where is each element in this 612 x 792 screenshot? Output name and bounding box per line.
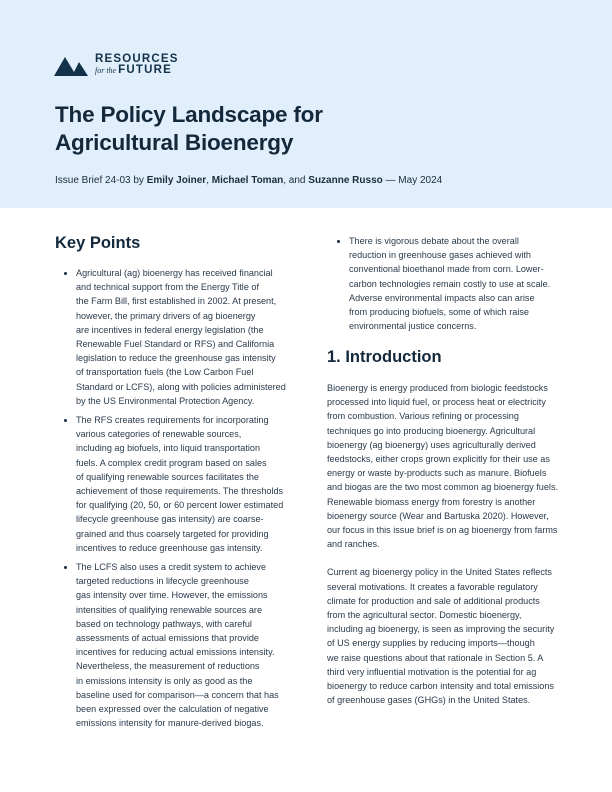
logo-line1: RESOURCES bbox=[95, 53, 179, 65]
text-line: bioenergy source (Wear and Bartuska 2020). However, bbox=[327, 510, 549, 521]
text-line: the Farm Bill, first established in 2002. At present, bbox=[76, 296, 277, 307]
key-points-list-continued bbox=[337, 234, 587, 338]
text-line: baseline used for comparison—a concern that has bbox=[76, 689, 279, 700]
mountain-logo-icon bbox=[54, 54, 88, 76]
sep: , and bbox=[283, 175, 309, 186]
text-line: There is vigorous debate about the overall bbox=[349, 236, 519, 246]
text-line: we raise questions about that rationale in Section 5. A bbox=[327, 652, 544, 663]
text-line: of qualifying renewable sources facilitates the bbox=[76, 471, 259, 482]
text-line: bioenergy to reduce carbon intensity and total emissions bbox=[327, 681, 554, 692]
key-points-heading: Key Points bbox=[55, 234, 141, 252]
text-line: of US energy supplies by reducing imports—though bbox=[327, 638, 535, 649]
key-point-item bbox=[64, 413, 314, 555]
text-line: achievement of those requirements. The thresholds bbox=[76, 486, 284, 497]
introduction-heading: 1. Introduction bbox=[327, 348, 442, 366]
introduction-body bbox=[327, 381, 587, 721]
title-line: The Policy Landscape for bbox=[55, 102, 323, 127]
text-line: Renewable Fuel Standard or RFS) and California bbox=[76, 339, 275, 350]
text-line: including ag bioenergy, is seen as improving the security bbox=[327, 624, 555, 635]
text-line: from producing biofuels, some of which raise bbox=[349, 307, 529, 318]
text-line: The RFS creates requirements for incorporating bbox=[76, 415, 269, 426]
text-line: legislation to reduce the greenhouse gas intensity bbox=[76, 353, 276, 364]
sep: , bbox=[206, 175, 212, 186]
text-line: however, the primary drivers of ag bioenergy bbox=[76, 310, 256, 321]
text-line: The LCFS also uses a credit system to achieve bbox=[76, 562, 267, 573]
text-line: carbon technologies remain costly to use at scale. bbox=[349, 278, 551, 289]
paragraph bbox=[327, 565, 587, 707]
text-line: Renewable biomass energy from forestry is another bbox=[327, 496, 536, 507]
text-line: gas intensity over time. However, the emissions bbox=[76, 590, 268, 601]
text-line: fuels. A complex credit program based on sales bbox=[76, 457, 267, 468]
text-line: conventional bioethanol made from corn. Lower- bbox=[349, 264, 544, 275]
text-line: for qualifying (20, 50, or 60 percent lower estimated bbox=[76, 500, 284, 511]
text-line: several motivations. It creates a favorable regulatory bbox=[327, 581, 538, 592]
text-line: techniques go into producing bioenergy. Agricultural bbox=[327, 425, 536, 436]
text-line: third very influential motivation is the potential for ag bbox=[327, 666, 537, 677]
text-line: incentives for reducing actual emissions intensity. bbox=[76, 647, 275, 658]
text-line: Nevertheless, the measurement of reductions bbox=[76, 661, 260, 672]
text-line: and ranches. bbox=[327, 539, 380, 550]
text-line: Standard or LCFS), along with policies administered bbox=[76, 381, 286, 392]
text-line: lifecycle greenhouse gas intensity) are coarse- bbox=[76, 514, 264, 525]
text-line: emissions intensity for manure-derived biogas. bbox=[76, 718, 264, 729]
text-line: bioenergy (ag bioenergy) uses agriculturally derived bbox=[327, 439, 536, 450]
author: Suzanne Russo bbox=[308, 175, 383, 186]
text-line: Bioenergy is energy produced from biologic feedstocks bbox=[327, 383, 548, 393]
text-line: been expressed over the calculation of negative bbox=[76, 704, 269, 715]
text-line: Current ag bioenergy policy in the United States reflects bbox=[327, 567, 552, 578]
key-point-item bbox=[64, 560, 314, 730]
rff-logo bbox=[54, 54, 179, 76]
text-line: Agricultural (ag) bioenergy has received financial bbox=[76, 268, 273, 278]
author: Michael Toman bbox=[211, 175, 284, 186]
text-line: reduction in greenhouse gases achieved with bbox=[349, 250, 531, 261]
key-point-item bbox=[64, 266, 314, 408]
text-line: from combustion. Various refining or processing bbox=[327, 411, 519, 422]
logo-line2: FUTURE bbox=[118, 64, 172, 76]
text-line: feedstocks, either crops grown explicitly for their use as bbox=[327, 454, 550, 465]
text-line: Adverse environmental impacts also can arise bbox=[349, 292, 535, 303]
text-line: and technical support from the Energy Title of bbox=[76, 282, 259, 293]
text-line: targeted reductions in lifecycle greenhouse bbox=[76, 576, 249, 587]
text-line: our focus in this issue brief is on ag bioenergy from farms bbox=[327, 525, 558, 536]
paragraph bbox=[327, 381, 587, 551]
text-line: of greenhouse gases (GHGs) in the United States. bbox=[327, 695, 531, 706]
key-point-item bbox=[337, 234, 587, 333]
text-line: assessments of actual emissions that provide bbox=[76, 633, 259, 644]
text-line: intensities of qualifying renewable sources are bbox=[76, 604, 263, 615]
text-line: in emissions intensity is only as good as the bbox=[76, 675, 253, 686]
text-line: by the US Environmental Protection Agency. bbox=[76, 395, 255, 406]
author: Emily Joiner bbox=[146, 175, 207, 186]
logo-small: for the bbox=[95, 66, 117, 75]
text-line: are incentives in federal energy legislation (the bbox=[76, 324, 264, 335]
byline-prefix: Issue Brief 24-03 by bbox=[55, 175, 147, 186]
text-line: environmental justice concerns. bbox=[349, 321, 477, 332]
text-line: of transportation fuels (the Low Carbon Fuel bbox=[76, 367, 254, 378]
text-line: various categories of renewable sources, bbox=[76, 429, 242, 440]
text-line: processed into liquid fuel, or process heat or electricity bbox=[327, 397, 546, 408]
text-line: including ag biofuels, into liquid transportation bbox=[76, 443, 261, 454]
title-line: Agricultural Bioenergy bbox=[55, 130, 294, 155]
text-line: based on technology pathways, with careful bbox=[76, 618, 252, 629]
byline-date: — May 2024 bbox=[382, 175, 443, 186]
text-line: grained and thus coarsely targeted for providing bbox=[76, 528, 269, 539]
page-title bbox=[55, 101, 323, 157]
text-line: incentives to reduce greenhouse gas intensity. bbox=[76, 542, 263, 553]
text-line: energy or waste by-products such as manure. Biofuels bbox=[327, 468, 547, 479]
text-line: from the agricultural sector. Domestic bioenergy, bbox=[327, 610, 522, 621]
header-band bbox=[0, 0, 612, 208]
key-points-list bbox=[64, 266, 314, 736]
byline bbox=[55, 175, 442, 186]
text-line: climate for production and sale of additional products bbox=[327, 595, 540, 606]
text-line: and biogas are the two most common ag bioenergy fuels. bbox=[327, 482, 559, 493]
